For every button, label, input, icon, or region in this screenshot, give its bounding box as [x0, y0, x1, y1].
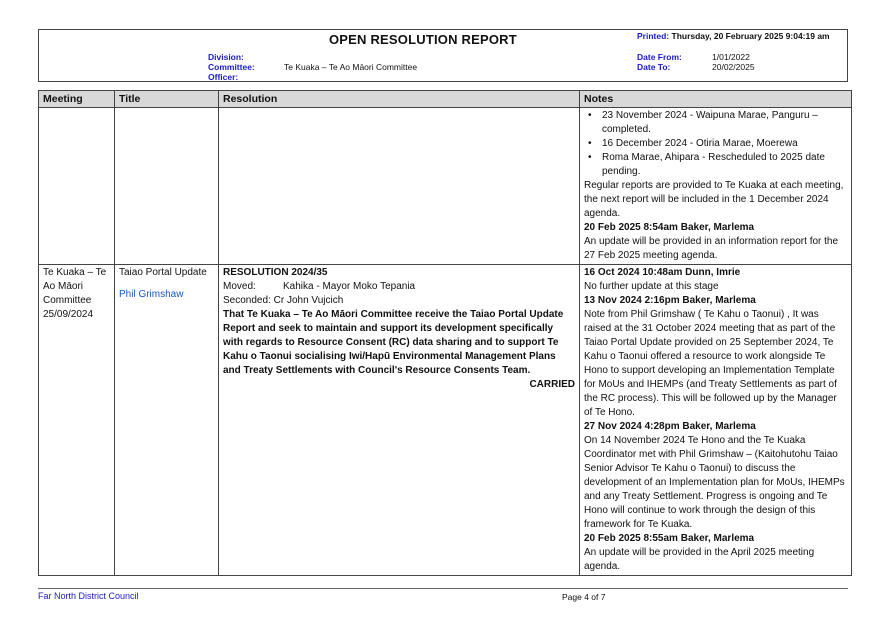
meeting-cell: [39, 108, 115, 265]
footer-page-number: Page 4 of 7: [562, 592, 606, 602]
note-text: No further update at this stage: [584, 281, 719, 292]
officer-label: Officer:: [208, 72, 239, 82]
note-text: An update will be provided in an information report for the 27 Feb 2025 meeting agenda.: [584, 236, 839, 261]
title-cell: [115, 108, 219, 265]
resolution-table: [38, 90, 852, 576]
resolution-text: That Te Kuaka – Te Ao Māori Committee receive the Taiao Portal Update Report and seek to maintain and support its development specifically with regards to Resource Consent (RC) data sharing and to support Te Kahu o Taonui socialising Iwi/Hapū Environmental Management Plans and Treaty Settlements with Council's Resource Consents Team.: [223, 309, 564, 376]
note-heading: 27 Nov 2024 4:28pm Baker, Marlema: [584, 421, 756, 432]
report-header: [38, 29, 848, 82]
footer-divider: [38, 588, 848, 589]
printed-value: Thursday, 20 February 2025 9:04:19 am: [671, 31, 830, 41]
note-text: Note from Phil Grimshaw ( Te Kahu o Taonui) , It was raised at the 31 October 2024 meeting that as part of the Taiao Portal Update provided on 25 September 2024, Te Kahu o Taonui offered a resource to work alongside Te Hono to support developing an Implementation Template for MoUs and IHEMPs (and Treaty Settlements as part of the RC process). This will be followed up by the Manager of Te Hono.: [584, 309, 837, 418]
table-row: [39, 108, 852, 265]
list-item: • 23 November 2024 - Waipuna Marae, Panguru – completed.: [584, 109, 847, 137]
notes-cell: [580, 108, 852, 265]
notes-cell: [580, 265, 852, 576]
table-header-row: [39, 91, 852, 108]
moved-label: Moved:: [223, 281, 256, 292]
notes-bullet-list: [584, 109, 847, 179]
printed-timestamp: [637, 31, 847, 41]
list-item: • 16 December 2024 - Otiria Marae, Moerewa: [584, 137, 847, 151]
footer-organisation: Far North District Council: [38, 591, 139, 601]
column-header-resolution: Resolution: [219, 91, 580, 108]
division-label: Division:: [208, 52, 244, 62]
meeting-cell: [39, 265, 115, 576]
note-heading: 13 Nov 2024 2:16pm Baker, Marlema: [584, 295, 756, 306]
title-cell: [115, 265, 219, 576]
meeting-name: Te Kuaka – Te Ao Māori Committee 25/09/2024: [43, 267, 107, 320]
note-text: An update will be provided in the April 2025 meeting agenda.: [584, 547, 815, 572]
resolution-cell: [219, 265, 580, 576]
seconded-row: [223, 294, 575, 308]
seconded-value: Cr John Vujcich: [273, 295, 344, 306]
date-from-label: Date From:: [637, 52, 682, 62]
note-heading: 20 Feb 2025 8:55am Baker, Marlema: [584, 533, 755, 544]
column-header-title: Title: [115, 91, 219, 108]
resolution-number: RESOLUTION 2024/35: [223, 267, 328, 278]
note-text: On 14 November 2024 Te Hono and the Te Kuaka Coordinator met with Phil Grimshaw – (Kaitohutohu Taiao Senior Advisor Te Kahu o Taonui) to discuss the development of an Implementation plan for MoUs, IHEMPs and any Treaty Settlement. Progress is ongoing and Te Hono will continue to work through the design of this framework for Te Kuaka.: [584, 435, 845, 530]
moved-row: [223, 280, 575, 294]
date-to-value: 20/02/2025: [712, 62, 755, 72]
note-heading: 20 Feb 2025 8:54am Baker, Marlema: [584, 222, 755, 233]
note-heading: 16 Oct 2024 10:48am Dunn, Imrie: [584, 267, 741, 278]
report-title: OPEN RESOLUTION REPORT: [329, 32, 517, 47]
table-row: [39, 265, 852, 576]
column-header-notes: Notes: [580, 91, 852, 108]
printed-label: Printed:: [637, 31, 670, 41]
resolution-title: Taiao Portal Update: [119, 267, 207, 278]
list-item: • Roma Marae, Ahipara - Rescheduled to 2025 date pending.: [584, 151, 847, 179]
resolution-cell: [219, 108, 580, 265]
committee-label: Committee:: [208, 62, 255, 72]
note-text: Regular reports are provided to Te Kuaka at each meeting, the next report will be included in the 1 December 2024 agenda.: [584, 180, 844, 219]
seconded-label: Seconded:: [223, 295, 271, 306]
date-from-value: 1/01/2022: [712, 52, 750, 62]
column-header-meeting: Meeting: [39, 91, 115, 108]
date-to-label: Date To:: [637, 62, 671, 72]
moved-value: Kahika - Mayor Moko Tepania: [283, 281, 416, 292]
committee-value: Te Kuaka – Te Ao Māori Committee: [284, 62, 418, 72]
officer-link[interactable]: Phil Grimshaw: [119, 289, 184, 300]
status-carried: CARRIED: [529, 379, 575, 390]
